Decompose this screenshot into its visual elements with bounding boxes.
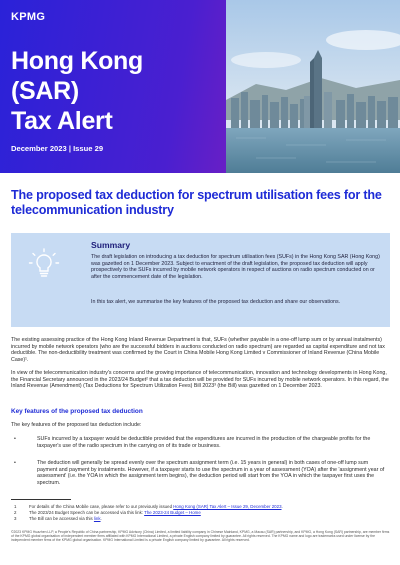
title-line-1: Hong Kong (SAR) — [11, 47, 143, 105]
bullet-marker: • — [14, 436, 16, 442]
footnote-tail: . — [100, 516, 102, 521]
body-paragraph-1: The existing assessing practice of the Hong Kong Inland Revenue Department is that, SUFs (whether payable in a one-off lump sum or by annual instalments) incurred by mobile network operators (who are the successful bidders in auctions conducted on radio spectrum) are regarded as capital expenditure and not tax deductible. The non-deductibility treatment was confirmed by the Court in China Mobile Hong Kong Limited v Commissioner of Inland Revenue (China Mobile Case)¹. — [11, 337, 385, 364]
features-intro: The key features of the proposed tax deduction include: — [11, 422, 142, 428]
footnote-body: For details of the China Mobile case, please refer to our previously issued — [29, 504, 174, 509]
footnote-body: The 2023/24 Budget Speech can be accessed via this link: — [29, 510, 145, 515]
title-line-2: Tax Alert — [11, 107, 113, 135]
section-heading: Key features of the proposed tax deduction — [11, 408, 143, 415]
footnote-number: 1 — [14, 504, 17, 509]
summary-title: Summary — [91, 240, 131, 250]
hero-banner — [0, 0, 400, 173]
lightbulb-icon — [27, 247, 61, 281]
bullet-marker: • — [14, 460, 16, 466]
footnote-link[interactable]: The 2023-24 Budget – Home — [144, 510, 201, 515]
footnote-number: 3 — [14, 516, 17, 521]
footnote-divider — [11, 499, 71, 500]
footnote-text — [29, 510, 201, 515]
article-headline: The proposed tax deduction for spectrum utilisation fees for the telecommunication industry — [11, 188, 382, 217]
footnote-tail: . — [281, 504, 283, 509]
bullet-text: The deduction will generally be spread evenly over the spectrum assignment term (i.e. 15 years in general) in both cases of one-off lump sum payment and payment by instalments. However, if a taxpayer starts to use the spectrum in a year of assessment (YOA) after the 'assignment year of assessment' (i.e. the YOA in which the assignment term begins), the deduction period will start from the YOA in which the taxpayer first uses the spectrum. — [37, 460, 385, 487]
body-paragraph-2: In view of the telecommunication industry's concerns and the growing importance of telecommunication, innovation and technology developments in Hong Kong, the Financial Secretary announced in the 2023/24 Budget² that a tax deduction will be provided for SUFs incurred by mobile network operators. In this regard, the Inland Revenue (Amendment) (Tax Deductions for Spectrum Utilization Fees) Bill 2023³ (the Bill) was gazetted on 1 December 2023. — [11, 370, 389, 390]
footnote-text — [29, 516, 102, 521]
issue-label: December 2023 | Issue 29 — [11, 144, 104, 153]
bullet-text: SUFs incurred by a taxpayer would be deductible provided that the expenditures are incurred in the production of the chargeable profits for the taxpayer's use of the radio spectrum in the carrying on of its trade or business. — [37, 436, 371, 449]
footnote-text — [29, 504, 283, 509]
page-title — [11, 46, 201, 136]
summary-paragraph-1: The draft legislation on introducing a tax deduction for spectrum utilisation fees (SUFs) in the Hong Kong SAR (Hong Kong) was gazetted on 1 December 2023. Subject to enactment of the draft legislation, the proposed tax deduction will apply prospectively to the SUFs incurred by mobile network operators in respect of auctions on radio spectrum conducted on or after the commencement date of the legislation. — [91, 254, 380, 281]
footnote-link[interactable]: link — [93, 516, 101, 521]
kpmg-logo: KPMG — [11, 11, 46, 23]
summary-paragraph-2: In this tax alert, we summarise the key features of the proposed tax deduction and share our observations. — [91, 299, 341, 305]
copyright-notice: ©2023 KPMG Huazhen LLP, a People's Republic of China partnership, KPMG Advisory (China) Limited, a limited liability company in Chinese Mainland, KPMG, a Macau (SAR) partnership, and KPMG, a Hong Kong (SAR) partnership, are member firms of the KPMG global organisation of independent member firms affiliated with KPMG International Limited, a private English company limited by guarantee. All rights reserved. The KPMG name and logo are trademarks used under license by the independent member firms of the KPMG global organisation. KPMG International Limited is a private English company limited by guarantee. All rights reserved. — [11, 530, 390, 543]
footnote-body: The Bill can be accessed via this — [29, 516, 94, 521]
hong-kong-skyline-photo — [226, 0, 400, 173]
footnote-link[interactable]: Hong Kong (SAR) Tax Alert – Issue 29, December 2023 — [173, 504, 282, 509]
summary-box — [11, 233, 390, 327]
footnote-number: 2 — [14, 510, 17, 515]
